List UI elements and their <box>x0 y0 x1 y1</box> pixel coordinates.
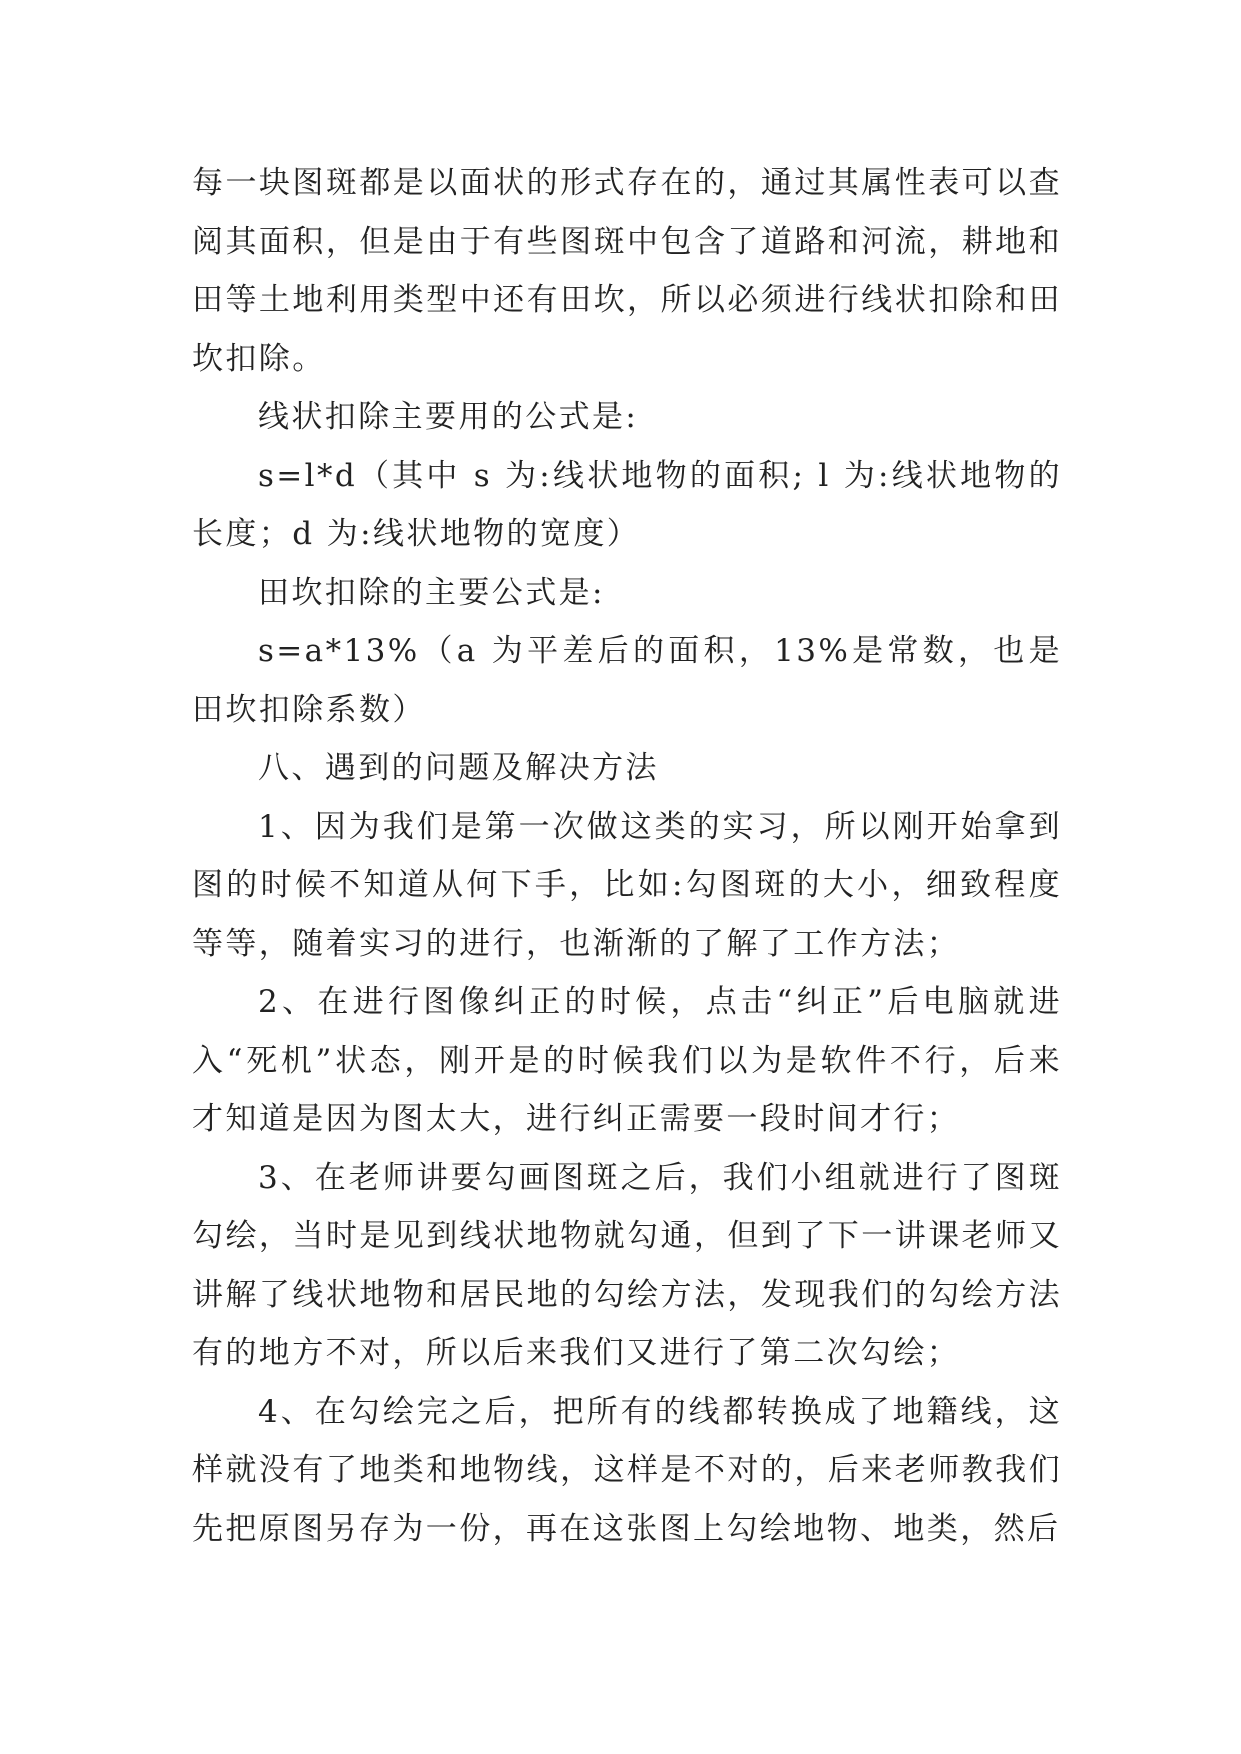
paragraph-linear-formula: s=l*d（其中 s 为:线状地物的面积; l 为:线状地物的长度；d 为:线状地物的宽度） <box>192 457 1062 552</box>
list-item-problem-2: 2、在进行图像纠正的时候，点击“纠正”后电脑就进入“死机”状态，刚开是的时候我们以为是软件不行，后来才知道是因为图太大，进行纠正需要一段时间才行； <box>192 984 1062 1137</box>
document-body <box>192 154 1062 1558</box>
section-heading-problems: 八、遇到的问题及解决方法 <box>258 750 659 786</box>
paragraph-ridge-formula: s=a*13%（a 为平差后的面积，13%是常数，也是田坎扣除系数） <box>192 633 1062 728</box>
paragraph-ridge-formula-heading: 田坎扣除的主要公式是: <box>258 574 605 611</box>
list-item-problem-3: 3、在老师讲要勾画图斑之后，我们小组就进行了图斑勾绘，当时是见到线状地物就勾通，但到了下一讲课老师又讲解了线状地物和居民地的勾绘方法，发现我们的勾绘方法有的地方不对，所以后来我们又进行了第二次勾绘； <box>192 1159 1062 1371</box>
paragraph-area-intro: 每一块图斑都是以面状的形式存在的，通过其属性表可以查阅其面积，但是由于有些图斑中包含了道路和河流，耕地和田等土地利用类型中还有田坎，所以必须进行线状扣除和田坎扣除。 <box>192 165 1062 377</box>
paragraph-linear-formula-heading: 线状扣除主要用的公式是: <box>258 399 639 435</box>
list-item-problem-1: 1、因为我们是第一次做这类的实习，所以刚开始拿到图的时候不知道从何下手，比如:勾图斑的大小，细致程度等等，随着实习的进行，也渐渐的了解了工作方法； <box>192 808 1062 962</box>
list-item-problem-4: 4、在勾绘完之后，把所有的线都转换成了地籍线，这样就没有了地类和地物线，这样是不对的，后来老师教我们先把原图另存为一份，再在这张图上勾绘地物、地类，然后 <box>192 1393 1062 1547</box>
